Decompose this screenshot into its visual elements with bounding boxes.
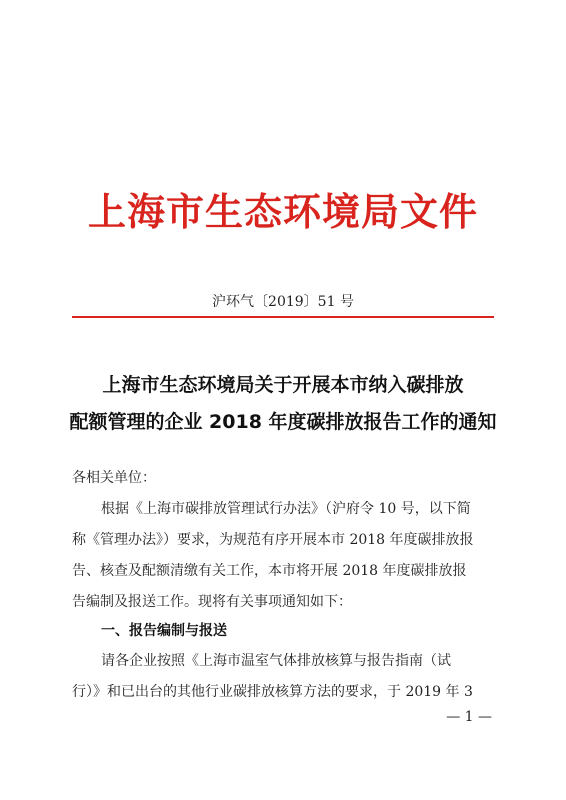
page-number: — 1 — bbox=[446, 709, 492, 725]
notice-title-line-1: 上海市生态环境局关于开展本市纳入碳排放 bbox=[102, 374, 464, 396]
document-masthead: 上海市生态环境局文件 bbox=[87, 190, 478, 234]
paragraph-1-line-4: 告编制及报送工作。现将有关事项通知如下： bbox=[72, 594, 352, 610]
section-heading: 一、报告编制与报送 bbox=[101, 623, 227, 639]
paragraph-1-line-1: 根据《上海市碳排放管理试行办法》（沪府令 10 号，以下简 bbox=[101, 501, 471, 517]
document-number: 沪环气〔2019〕51 号 bbox=[212, 294, 354, 310]
red-divider-line bbox=[72, 316, 494, 318]
notice-title-line-2: 配额管理的企业 2018 年度碳排放报告工作的通知 bbox=[69, 411, 497, 433]
salutation: 各相关单位： bbox=[72, 470, 156, 486]
paragraph-2-line-2: 行）》和已出台的其他行业碳排放核算方法的要求，于 2019 年 3 bbox=[72, 684, 473, 700]
paragraph-1-line-3: 告、核查及配额清缴有关工作，本市将开展 2018 年度碳排放报 bbox=[72, 563, 467, 579]
paragraph-1-line-2: 称《管理办法》）要求，为规范有序开展本市 2018 年度碳排放报 bbox=[72, 532, 474, 548]
paragraph-2-line-1: 请各企业按照《上海市温室气体排放核算与报告指南（试 bbox=[101, 653, 451, 669]
